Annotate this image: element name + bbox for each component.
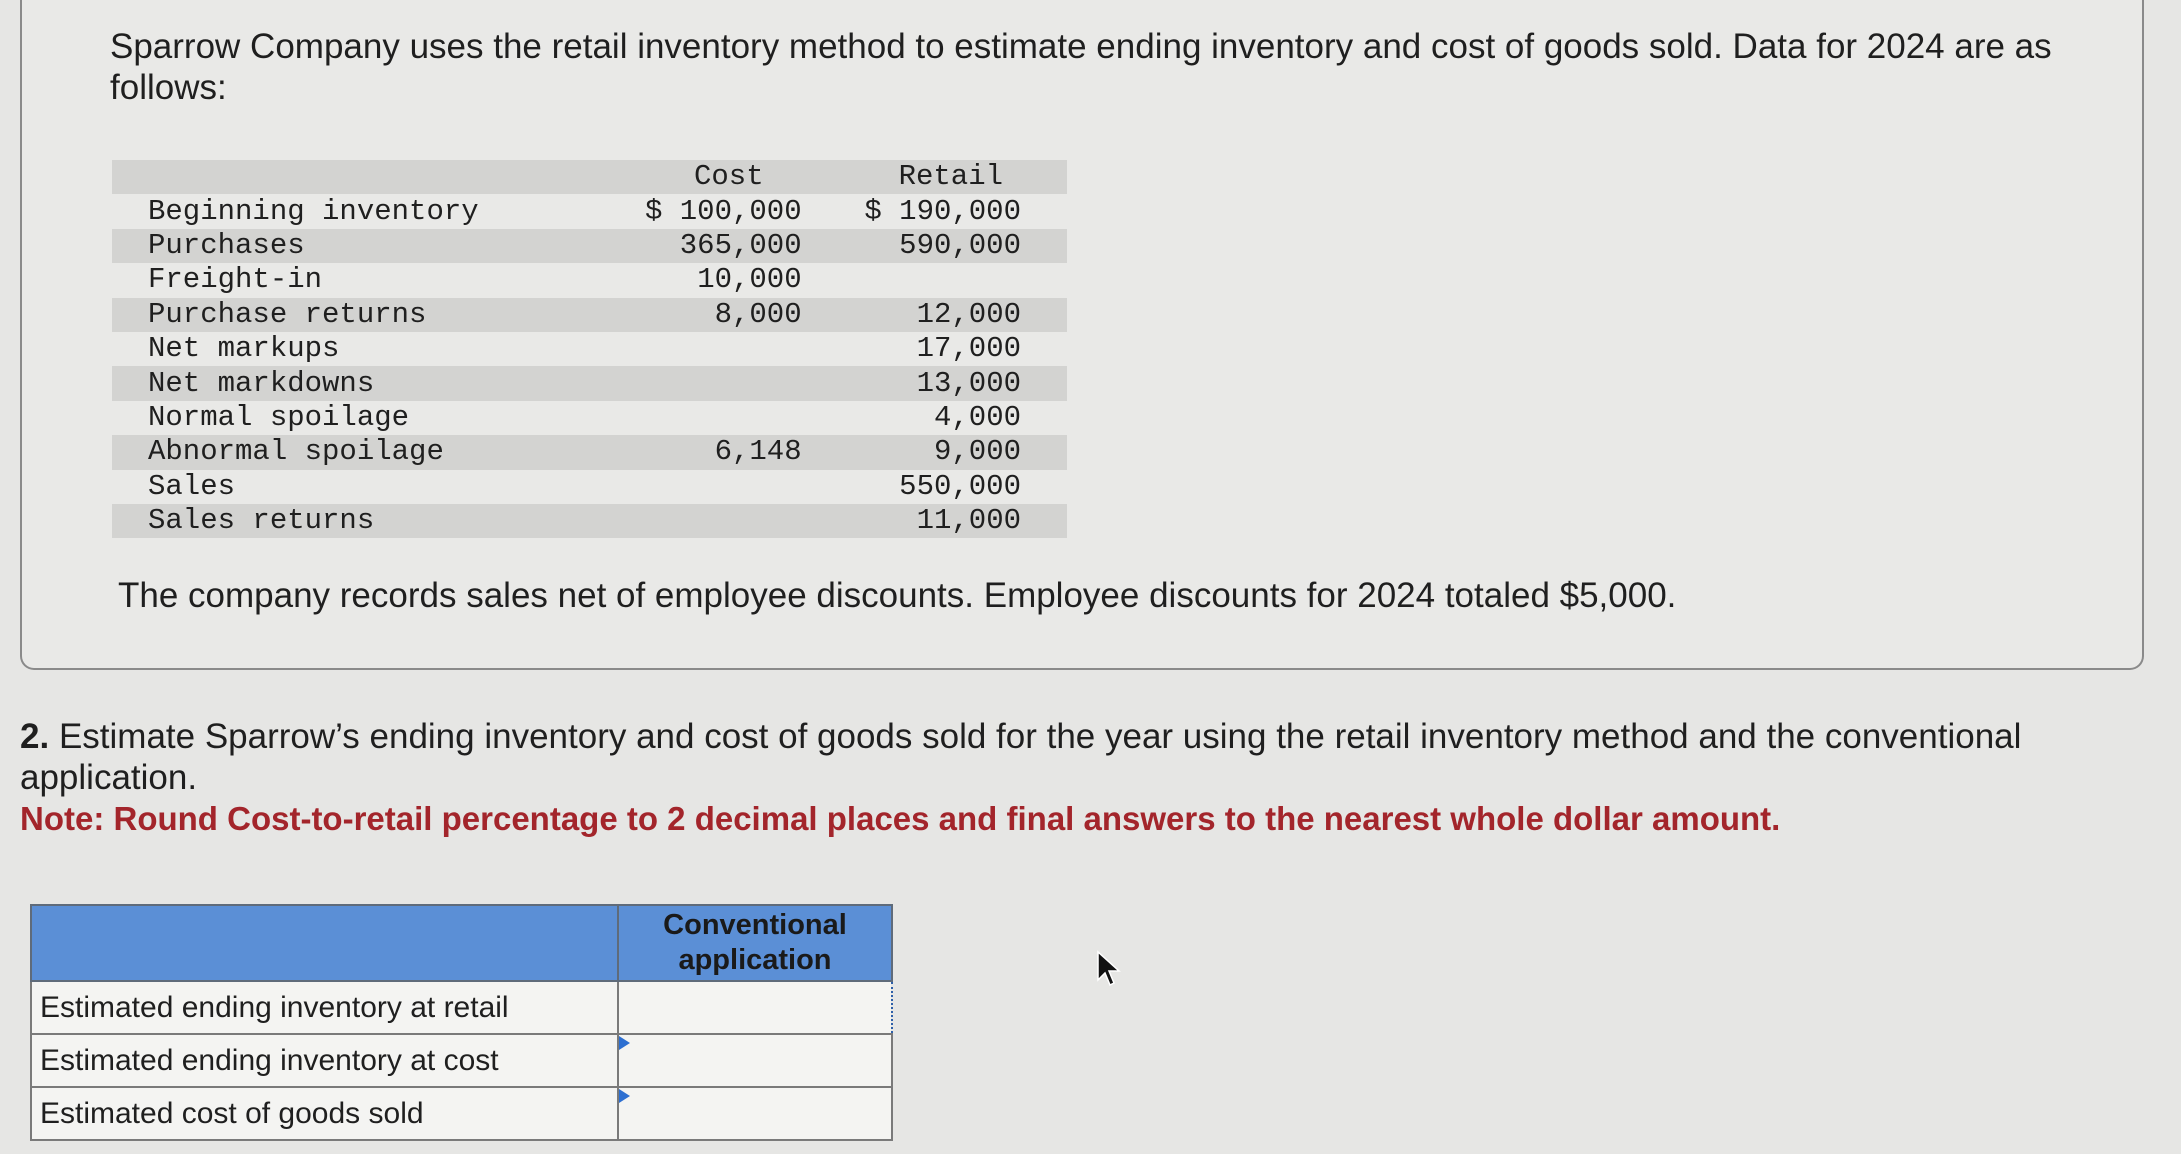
cost-of-goods-sold-cell[interactable] (618, 1087, 892, 1140)
table-row (112, 263, 1067, 297)
table-row (112, 194, 1067, 228)
table-row (112, 401, 1067, 435)
rounding-instruction: Note: Round Cost-to-retail percentage to 2 decimal places and final answers to the nearest whole dollar amount. (20, 800, 1781, 837)
table-row (112, 435, 1067, 469)
row-retail: 12,000 (832, 298, 1067, 332)
row-label: Purchases (112, 229, 602, 263)
ending-inventory-retail-cell[interactable] (618, 981, 892, 1034)
answer-table-header-row (31, 905, 892, 981)
row-cost (602, 366, 802, 400)
table-row (112, 332, 1067, 366)
row-retail: 4,000 (933, 400, 1021, 434)
row-retail: 13,000 (832, 366, 1067, 400)
row-cost (602, 504, 802, 538)
header-cost: Cost (602, 160, 802, 194)
row-retail: $ 190,000 (864, 194, 1021, 228)
header-label (112, 160, 602, 194)
row-retail: 9,000 (832, 435, 1067, 469)
question-number: 2. (20, 717, 50, 756)
answer-table (30, 904, 893, 1141)
row-label: Purchase returns (112, 298, 602, 332)
ending-inventory-cost-cell[interactable] (618, 1034, 892, 1087)
table-row (112, 366, 1067, 400)
row-cost (602, 332, 802, 366)
row-cost (602, 470, 802, 504)
ending-inventory-cost-input[interactable] (619, 1035, 891, 1086)
header-retail: Retail (832, 160, 1067, 194)
row-label: Sales returns (112, 504, 602, 538)
table-row (112, 298, 1067, 332)
mouse-pointer-icon (1094, 950, 1124, 990)
answer-header-blank (31, 905, 618, 981)
row-label: Normal spoilage (148, 400, 410, 434)
intro-text: Sparrow Company uses the retail inventory method to estimate ending inventory and cost of goods sold. Data for 2024 are as follows: (110, 27, 2052, 107)
row-retail: 590,000 (832, 229, 1067, 263)
cost-of-goods-sold-input[interactable] (619, 1088, 891, 1139)
answer-row-ending-inventory-cost (31, 1034, 892, 1087)
row-retail: 17,000 (916, 332, 1021, 366)
row-label: Net markdowns (112, 366, 602, 400)
inventory-data-table (112, 160, 1067, 538)
triangle-marker-icon (619, 1089, 630, 1103)
answer-row-label: Estimated ending inventory at cost (31, 1034, 618, 1087)
row-label: Net markups (148, 332, 340, 366)
conventional-application-header: Conventional application (618, 905, 892, 981)
row-label: Freight-in (148, 263, 323, 297)
question-body: Estimate Sparrow’s ending inventory and cost of goods sold for the year using the retail inventory method and the conventional application. (20, 717, 2022, 797)
row-retail (832, 263, 1067, 297)
row-cost: 6,148 (602, 435, 802, 469)
answer-row-cost-of-goods-sold (31, 1087, 892, 1140)
row-cost: 8,000 (602, 298, 802, 332)
row-label: Beginning inventory (148, 194, 479, 228)
table-row (112, 229, 1067, 263)
ending-inventory-retail-input[interactable] (619, 982, 891, 1033)
answer-row-label: Estimated cost of goods sold (31, 1087, 618, 1140)
employee-discount-note: The company records sales net of employee discounts. Employee discounts for 2024 totaled $5,000. (118, 576, 1677, 615)
table-row (112, 470, 1067, 504)
triangle-marker-icon (619, 1036, 630, 1050)
row-label: Sales (148, 469, 236, 503)
row-label: Abnormal spoilage (112, 435, 602, 469)
row-cost: 365,000 (602, 229, 802, 263)
answer-row-ending-inventory-retail (31, 981, 892, 1034)
table-row (112, 504, 1067, 538)
row-cost: $ 100,000 (644, 194, 802, 228)
question-text (20, 716, 2130, 798)
data-table-header-row (112, 160, 1067, 194)
row-retail: 11,000 (832, 504, 1067, 538)
row-retail: 550,000 (899, 469, 1021, 503)
row-cost (602, 401, 802, 435)
answer-row-label: Estimated ending inventory at retail (31, 981, 618, 1034)
row-cost: 10,000 (697, 263, 802, 297)
